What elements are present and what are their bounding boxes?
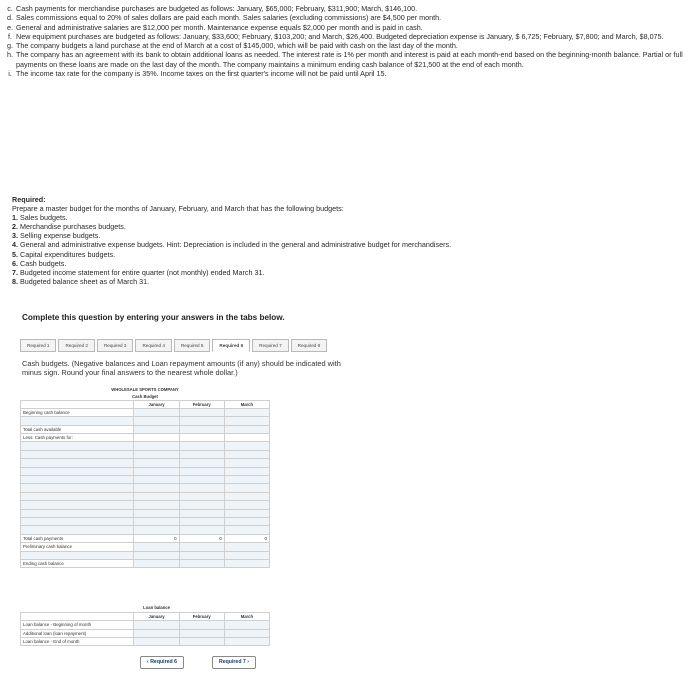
cell-input[interactable] (224, 517, 269, 525)
table-row (21, 476, 270, 484)
required-item-4 (12, 240, 692, 249)
cell-input[interactable] (224, 543, 269, 551)
cell (224, 434, 269, 442)
required-num: 2. (12, 222, 18, 232)
row-label-input[interactable] (21, 442, 134, 450)
next-button[interactable] (212, 656, 256, 669)
table-row (21, 559, 270, 567)
cell-input[interactable] (179, 450, 224, 458)
total-cell: 0 (134, 534, 179, 542)
required-text: Selling expense budgets. (20, 231, 101, 241)
next-label: Required 7 (219, 659, 246, 665)
assumption-i (4, 69, 694, 78)
header-blank (21, 400, 134, 408)
cell-input[interactable] (179, 509, 224, 517)
cell-input[interactable] (134, 551, 179, 559)
cell-input[interactable] (179, 476, 224, 484)
tab-required-1[interactable]: Required 1 (20, 339, 56, 352)
required-num: 4. (12, 240, 18, 250)
company-name: WHOLESALE SPORTS COMPANY (111, 387, 179, 392)
cell-input[interactable] (134, 459, 179, 467)
cell-input[interactable] (179, 408, 224, 416)
table-row (21, 442, 270, 450)
cell-input[interactable] (179, 492, 224, 500)
cell-input[interactable] (134, 517, 179, 525)
cell-input[interactable] (134, 417, 179, 425)
cell-input[interactable] (224, 621, 269, 629)
required-text: Sales budgets. (20, 213, 68, 223)
header-blank (224, 604, 269, 612)
table-row (21, 543, 270, 551)
cell-input[interactable] (134, 501, 179, 509)
item-text: The company has an agreement with its bank to obtain additional loans as needed. The interest rate is 1% per month and interest is paid at each month-end based on the beginning-month balance. Partial or full payments on these loans are made on the last day of the month. The company maintains a minimum ending cash balance of $21,500 at the end of each month. (16, 50, 683, 69)
cell-input[interactable] (179, 559, 224, 567)
row-label: Total cash available (21, 425, 134, 433)
required-item-2 (12, 222, 692, 231)
required-item-5 (12, 250, 692, 259)
row-label: Loan balance - Beginning of month (21, 621, 134, 629)
cell-input[interactable] (179, 417, 224, 425)
table-row (21, 621, 270, 629)
cell-input[interactable] (134, 621, 179, 629)
row-label-input[interactable] (21, 501, 134, 509)
required-num: 1. (12, 213, 18, 223)
table-row (21, 417, 270, 425)
cell-input[interactable] (134, 467, 179, 475)
cell-input[interactable] (224, 492, 269, 500)
assumption-h (4, 50, 694, 69)
required-intro: Prepare a master budget for the months of January, February, and March that has the following budgets: (12, 204, 344, 214)
cell-input[interactable] (134, 484, 179, 492)
loan-title-row (21, 604, 270, 612)
month-header: February (179, 400, 224, 408)
required-text: Budgeted balance sheet as of March 31. (20, 276, 150, 286)
cell-input[interactable] (134, 408, 179, 416)
month-header: March (224, 400, 269, 408)
row-label: Less: Cash payments for: (21, 434, 134, 442)
item-marker: h. (7, 50, 13, 60)
required-heading: Required: (12, 195, 46, 204)
prev-label: Required 6 (150, 659, 177, 665)
required-num: 8. (12, 276, 18, 286)
table-row (21, 638, 270, 646)
month-header: January (134, 612, 179, 620)
cell-input[interactable] (134, 425, 179, 433)
cell-input[interactable] (179, 467, 224, 475)
cell-input[interactable] (224, 526, 269, 534)
chevron-left-icon: ‹ (147, 659, 149, 665)
cell-input[interactable] (179, 638, 224, 646)
header-blank (21, 604, 134, 612)
cell-input[interactable] (179, 442, 224, 450)
cell-input[interactable] (224, 484, 269, 492)
item-marker: g. (7, 41, 13, 51)
month-header: January (134, 400, 179, 408)
tab-required-5[interactable]: Required 5 (174, 339, 210, 352)
row-label-input[interactable] (21, 467, 134, 475)
cell-input[interactable] (224, 476, 269, 484)
table-row (21, 408, 270, 416)
total-cell: 0 (179, 534, 224, 542)
row-label-input[interactable] (21, 476, 134, 484)
cell-input[interactable] (224, 425, 269, 433)
cell-input[interactable] (224, 467, 269, 475)
cell-input[interactable] (179, 621, 224, 629)
cell-input[interactable] (179, 526, 224, 534)
cell-input[interactable] (134, 509, 179, 517)
assumption-f (4, 32, 694, 41)
total-cell: 0 (224, 534, 269, 542)
item-text: The company budgets a land purchase at the end of March at a cost of $145,000, which will be paid with cash on the last day of the month. (16, 41, 458, 51)
row-label: Loan balance - End of month (21, 638, 134, 646)
required-text: General and administrative expense budgets. Hint: Depreciation is included in the general and administrative budget for merchandisers. (20, 240, 452, 250)
required-num: 3. (12, 231, 18, 241)
required-item-6 (12, 259, 692, 268)
item-text: Sales commissions equal to 20% of sales dollars are paid each month. Sales salaries (excluding commissions) are $4,500 per month. (16, 13, 442, 23)
cell (134, 434, 179, 442)
row-label: Additional loan (loan repayment) (21, 629, 134, 637)
row-label-input[interactable] (21, 551, 134, 559)
row-label: Ending cash balance (21, 559, 134, 567)
budget-title: Cash Budget (132, 393, 158, 399)
required-num: 7. (12, 267, 18, 277)
row-label: Preliminary cash balance (21, 543, 134, 551)
assumption-d (4, 13, 694, 22)
required-text: Merchandise purchases budgets. (20, 222, 126, 232)
tab-required-3[interactable]: Required 3 (97, 339, 133, 352)
required-num: 5. (12, 249, 18, 259)
row-label-input[interactable] (21, 450, 134, 458)
cell-input[interactable] (134, 638, 179, 646)
tab-required-6[interactable]: Required 6 (212, 339, 250, 352)
row-label-input[interactable] (21, 417, 134, 425)
table-row (21, 467, 270, 475)
row-label: Beginning cash balance (21, 408, 134, 416)
table-row (21, 526, 270, 534)
month-header: March (224, 612, 269, 620)
cell-input[interactable] (134, 492, 179, 500)
cell-input[interactable] (134, 450, 179, 458)
cash-budget-table (20, 386, 270, 568)
cell-input[interactable] (224, 501, 269, 509)
item-marker: d. (7, 13, 13, 23)
nav-next-wrap (212, 656, 256, 669)
cell-input[interactable] (134, 559, 179, 567)
required-item-3 (12, 231, 692, 240)
required-text: Budgeted income statement for entire quarter (not monthly) ended March 31. (20, 267, 265, 277)
required-text: Capital expenditures budgets. (20, 249, 116, 259)
row-label-input[interactable] (21, 509, 134, 517)
item-marker: e. (7, 22, 13, 32)
month-header-row (21, 400, 270, 408)
cell-input[interactable] (179, 484, 224, 492)
item-text: General and administrative salaries are $12,000 per month. Maintenance expense equals $2,000 per month and is paid in cash. (16, 22, 423, 32)
assumptions-list (4, 4, 694, 78)
cell-input[interactable] (224, 629, 269, 637)
cell-input[interactable] (179, 551, 224, 559)
table-row (21, 484, 270, 492)
required-section (12, 195, 692, 286)
row-label-input[interactable] (21, 492, 134, 500)
assumption-e (4, 23, 694, 32)
cell-input[interactable] (224, 450, 269, 458)
table-row (21, 501, 270, 509)
table-row (21, 551, 270, 559)
cell-input[interactable] (179, 517, 224, 525)
assumption-c (4, 4, 694, 13)
item-text: New equipment purchases are budgeted as follows: January, $33,600; February, $103,200; and March, $26,400. Budgeted depreciation expense is January, $ 6,725; February, $7,800; and March, $8,075. (16, 31, 664, 41)
tab-required-2[interactable]: Required 2 (58, 339, 94, 352)
required-num: 6. (12, 258, 18, 268)
loan-balance-table (20, 604, 270, 646)
table-row (21, 492, 270, 500)
loan-title: Loan balance (143, 605, 170, 611)
cell-input[interactable] (179, 425, 224, 433)
total-payments-row (21, 534, 270, 542)
required-item-1 (12, 213, 692, 222)
table-row (21, 509, 270, 517)
item-marker: i. (8, 69, 12, 79)
item-marker: f. (8, 31, 12, 41)
required-text: Cash budgets. (20, 258, 67, 268)
cell-input[interactable] (134, 629, 179, 637)
row-label-input[interactable] (21, 517, 134, 525)
required-item-7 (12, 268, 692, 277)
panel-title: Complete this question by entering your answers in the tabs below. (22, 313, 285, 322)
nav-prev-wrap (140, 656, 184, 669)
row-label-input[interactable] (21, 484, 134, 492)
row-label-input[interactable] (21, 526, 134, 534)
tab-required-4[interactable]: Required 4 (135, 339, 171, 352)
cell-input[interactable] (179, 629, 224, 637)
row-label: Total cash payments (21, 534, 134, 542)
header-blank (179, 604, 224, 612)
cell-input[interactable] (179, 543, 224, 551)
item-text: Cash payments for merchandise purchases are budgeted as follows: January, $65,000; February, $311,900; March, $146,100. (16, 4, 418, 13)
cell-input[interactable] (224, 442, 269, 450)
tab-required-8[interactable]: Required 8 (291, 339, 327, 352)
cell-input[interactable] (134, 442, 179, 450)
cell-input[interactable] (224, 509, 269, 517)
cell (179, 434, 224, 442)
cell-input[interactable] (224, 459, 269, 467)
table-row (21, 425, 270, 433)
table-row (21, 459, 270, 467)
cell-input[interactable] (224, 638, 269, 646)
table-row (21, 517, 270, 525)
chevron-right-icon: › (247, 659, 249, 665)
item-marker: c. (7, 4, 13, 13)
instructions: Cash budgets. (Negative balances and Loan repayment amounts (if any) should be indicated with minus sign. Round your final answers to the nearest whole dollar.) (22, 359, 341, 378)
cell-input[interactable] (224, 551, 269, 559)
header-blank (21, 612, 134, 620)
tab-required-7[interactable]: Required 7 (252, 339, 288, 352)
table-row (21, 450, 270, 458)
cell-input[interactable] (224, 417, 269, 425)
item-text: The income tax rate for the company is 35%. Income taxes on the first quarter's income will not be paid until April 15. (16, 69, 387, 79)
required-item-8 (12, 277, 692, 286)
cell-input[interactable] (134, 526, 179, 534)
cell-input[interactable] (179, 459, 224, 467)
cell-input[interactable] (134, 543, 179, 551)
table-row (21, 434, 270, 442)
prev-button[interactable] (140, 656, 184, 669)
cell-input[interactable] (179, 501, 224, 509)
required-tabs (20, 339, 329, 352)
month-header: February (179, 612, 224, 620)
row-label-input[interactable] (21, 459, 134, 467)
cell-input[interactable] (224, 408, 269, 416)
table-row (21, 629, 270, 637)
cell-input[interactable] (134, 476, 179, 484)
month-header-row (21, 612, 270, 620)
cell-input[interactable] (224, 559, 269, 567)
assumption-g (4, 41, 694, 50)
